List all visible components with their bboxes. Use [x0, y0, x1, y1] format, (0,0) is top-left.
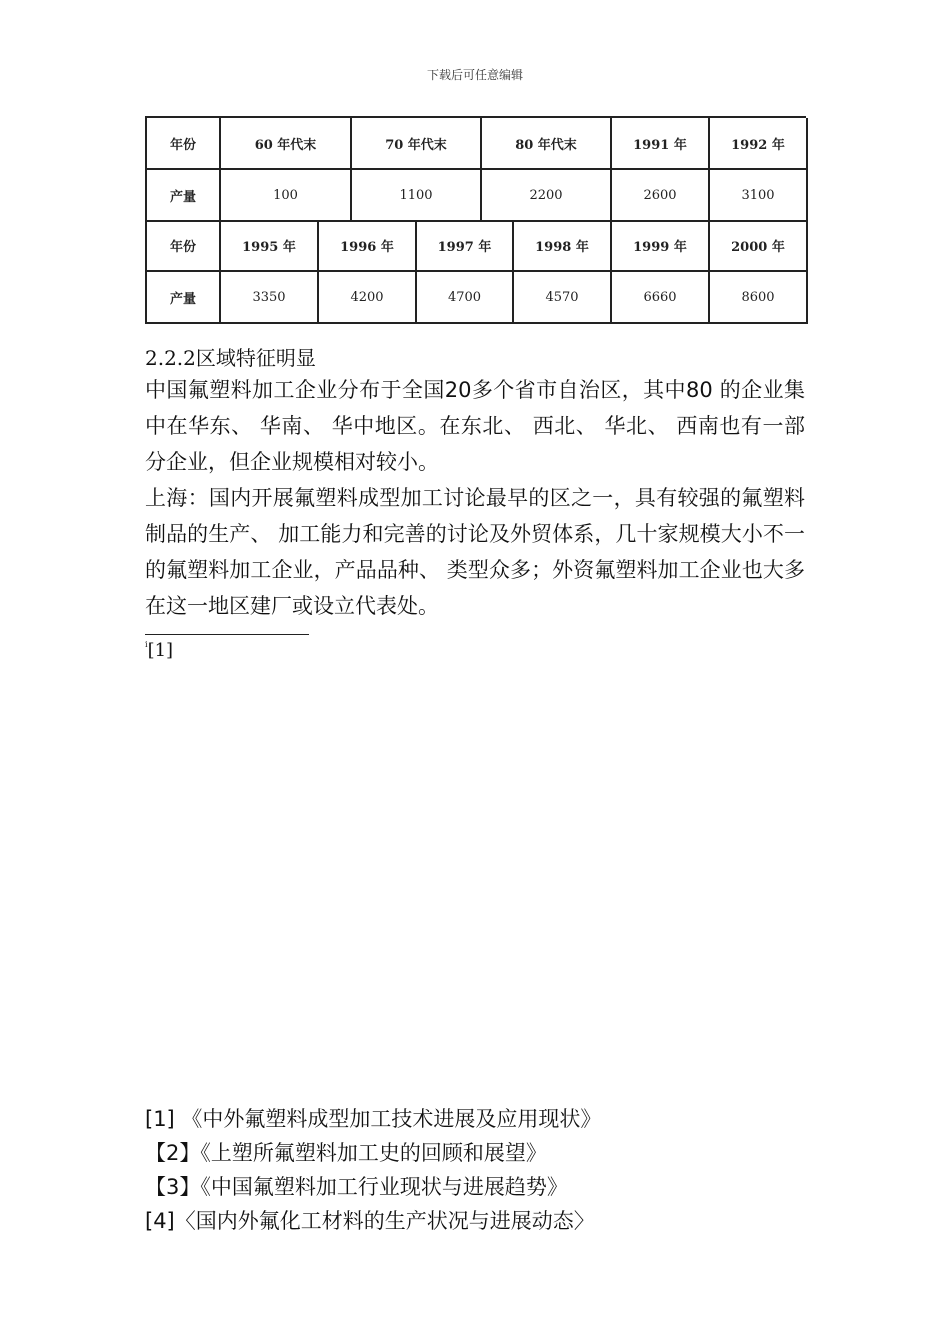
year-cell: 1999 年 [612, 220, 710, 272]
output-cell: 1100 [352, 170, 482, 222]
production-table [145, 116, 806, 324]
output-cell: 2600 [612, 170, 710, 222]
footnote-marker: i [145, 640, 148, 649]
year-cell: 80 年代末 [482, 118, 612, 170]
footnote-text: [1] [147, 640, 174, 661]
paragraph: 中国氟塑料加工企业分布于全国20多个省市自治区，其中80 的企业集中在华东、 华南、 华中地区。在东北、 西北、 华北、 西南也有一部分企业，但企业规模相对较小。 [145, 378, 805, 474]
output-label: 产量 [147, 272, 221, 324]
year-label: 年份 [147, 118, 221, 170]
year-cell: 1997 年 [417, 220, 514, 272]
year-cell: 70 年代末 [352, 118, 482, 170]
reference-list [145, 1102, 825, 1238]
year-cell: 1995 年 [221, 220, 319, 272]
footnote [145, 640, 173, 661]
year-cell: 1992 年 [710, 118, 808, 170]
reference-item: 【2】《上塑所氟塑料加工史的回顾和展望》 [145, 1141, 547, 1165]
section-heading: 2.2.2区域特征明显 [145, 346, 316, 370]
output-cell: 4200 [319, 272, 417, 324]
output-cell: 6660 [612, 272, 710, 324]
output-label: 产量 [147, 170, 221, 222]
paragraph: 上海：国内开展氟塑料成型加工讨论最早的区之一，具有较强的氟塑料制品的生产、 加工能力和完善的讨论及外贸体系，几十家规模大小不一的氟塑料加工企业，产品品种、 类型众多；外资氟塑料加工企业也大多在这一地区建厂或设立代表处。 [145, 486, 805, 618]
year-cell: 2000 年 [710, 220, 808, 272]
reference-item: 【3】《中国氟塑料加工行业现状与进展趋势》 [145, 1175, 568, 1199]
year-label: 年份 [147, 220, 221, 272]
output-cell: 4570 [514, 272, 612, 324]
page-header: 下载后可任意编辑 [426, 68, 523, 82]
reference-item: [4]〈国内外氟化工材料的生产状况与进展动态〉 [145, 1209, 595, 1233]
reference-item: [1] 《中外氟塑料成型加工技术进展及应用现状》 [145, 1107, 602, 1131]
footnote-divider [145, 634, 309, 635]
table-block-2 [145, 220, 806, 324]
output-cell: 2200 [482, 170, 612, 222]
year-cell: 1991 年 [612, 118, 710, 170]
year-cell: 1998 年 [514, 220, 612, 272]
output-cell: 3100 [710, 170, 808, 222]
output-cell: 100 [221, 170, 352, 222]
year-cell: 1996 年 [319, 220, 417, 272]
output-cell: 8600 [710, 272, 808, 324]
year-cell: 60 年代末 [221, 118, 352, 170]
output-cell: 4700 [417, 272, 514, 324]
table-block-1 [145, 116, 806, 220]
output-cell: 3350 [221, 272, 319, 324]
